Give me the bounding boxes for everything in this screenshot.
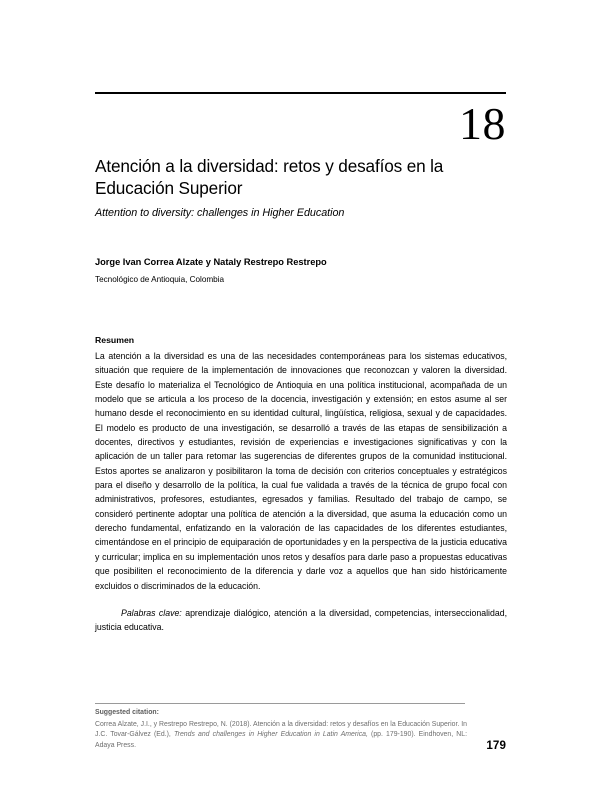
abstract-heading: Resumen [95,335,135,345]
abstract-body: La atención a la diversidad es una de las necesidades contemporáneas para los sistemas educativos, situación que requiere de la implementación de innovaciones que reconozcan y valoren la diversidad. Este desafío lo materializa el Tecnológico de Antioquia en una política institucional, acompañada de un modelo que se articula a los proceso de la docencia, investigación y extensión; en estos asume al ser humano desde el reconocimiento en su identidad cultural, lingüística, religiosa, sexual y de capacidades. El modelo es producto de una investigación, se desarrolló a través de las etapas de sensibilización a docentes, directivos y estudiantes, revisión de experiencias e investigaciones significativas y con la aplicación de un taller para retomar las sugerencias de diferentes grupos de la comunidad institucional. Estos aportes se analizaron y posibilitaron la toma de decisión con criterios conceptuales y estratégicos para el diseño y desarrollo de la política, la cual fue validada a través de la técnica de grupo focal con administrativos, profesores, estudiantes, egresados y familias. Resultado del trabajo de campo, se consideró pertinente adoptar una política de atención a la diversidad, que asuma la educación como un derecho fundamental, enfatizando en la valoración de las capacidades de los diferentes estudiantes, cimentándose en el principio de equiparación de oportunidades y en la perspectiva de la justicia educativa y curricular; implica en su implementación unos retos y desafíos para darle paso a propuestas educativas que posibiliten el reconocimiento de la diferencia y darle voz a aquellos que han sido históricamente excluidos o discriminados de la educación. [95,351,507,591]
keywords-label: Palabras clave: [121,607,182,618]
chapter-number: 18 [459,98,506,149]
abstract-section [95,334,507,635]
author-affiliation: Tecnológico de Antioquia, Colombia [95,275,225,284]
page-number: 179 [486,739,506,752]
keywords-value: aprendizaje dialógico, atención a la diversidad, competencias, interseccionalidad, justicia educativa. [95,607,507,633]
keywords-paragraph [95,606,507,635]
suggested-citation-section [95,708,467,751]
citation-text [95,720,467,752]
title-block [95,155,495,220]
citation-heading: Suggested citation: [95,709,159,716]
citation-part-one: Correa Alzate, J.I., y Restrepo Restrepo, N. (2018). Atención a la diversidad: retos y desafíos en la Educación Superior. In J.C. Tovar-Gálvez (Ed.), [95,720,467,739]
citation-part-two: (pp. 179-190). Eindhoven, NL: Adaya Press. [95,731,467,749]
citation-book-title: Trends and challenges in Higher Education in Latin America, [173,731,368,739]
citation-divider-rule [95,703,465,704]
author-names: Jorge Ivan Correa Alzate y Nataly Restrepo Restrepo [95,257,327,267]
authors-block [95,256,506,286]
page-subtitle: Attention to diversity: challenges in Higher Education [95,207,345,219]
header-divider-rule [95,92,506,94]
page-title: Atención a la diversidad: retos y desafíos en la Educación Superior [95,156,444,198]
